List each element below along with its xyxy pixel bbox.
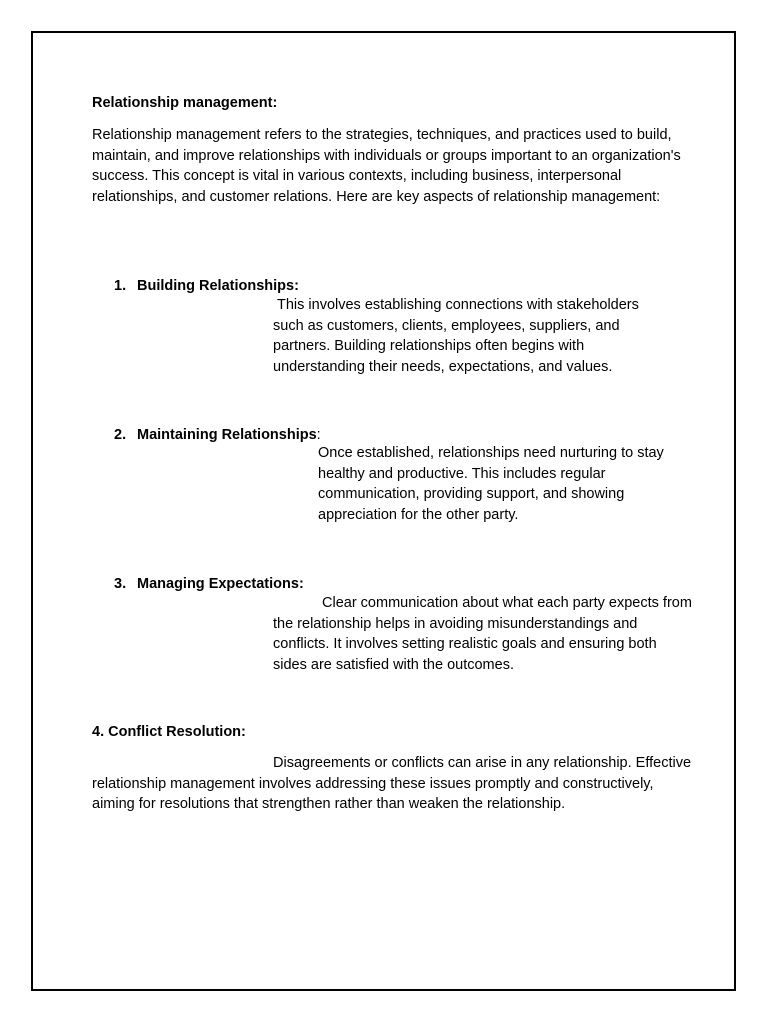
document-page xyxy=(31,31,736,991)
item-4-title: 4. Conflict Resolution: xyxy=(92,724,246,740)
item-3-title: Managing Expectations: xyxy=(137,576,304,592)
item-2-title: Maintaining Relationships xyxy=(137,427,317,443)
item-1-number: 1. xyxy=(114,278,127,294)
item-2-body: Once established, relationships need nurturing to stay healthy and productive. This includes regular communication, providing support, and showing appreciation for the other party. xyxy=(318,445,664,523)
item-2-title-colon: : xyxy=(316,427,321,443)
item-3-number: 3. xyxy=(114,576,127,592)
document-heading: Relationship management: xyxy=(92,95,278,111)
item-2-title-line xyxy=(137,425,321,445)
item-1-body: This involves establishing connections with stakeholders such as customers, clients, employees, suppliers, and partners. Building relationships often begins with understanding their needs, expectations, and values. xyxy=(273,297,639,375)
item-3-body: Clear communication about what each party expects from the relationship helps in avoiding misunderstandings and conflicts. It involves setting realistic goals and ensuring both sides are satisfied with the outcomes. xyxy=(273,595,692,673)
item-4-body: Disagreements or conflicts can arise in any relationship. Effective relationship management involves addressing these issues promptly and constructively, aiming for resolutions that strengthen rather than weaken the relationship. xyxy=(92,755,692,813)
intro-paragraph: Relationship management refers to the strategies, techniques, and practices used to build, maintain, and improve relationships with individuals or groups important to an organization's success. This concept is vital in various contexts, including business, interpersonal relationships, and customer relations. Here are key aspects of relationship management: xyxy=(92,127,681,205)
item-1-title: Building Relationships: xyxy=(137,278,299,294)
item-2-number: 2. xyxy=(114,427,127,443)
